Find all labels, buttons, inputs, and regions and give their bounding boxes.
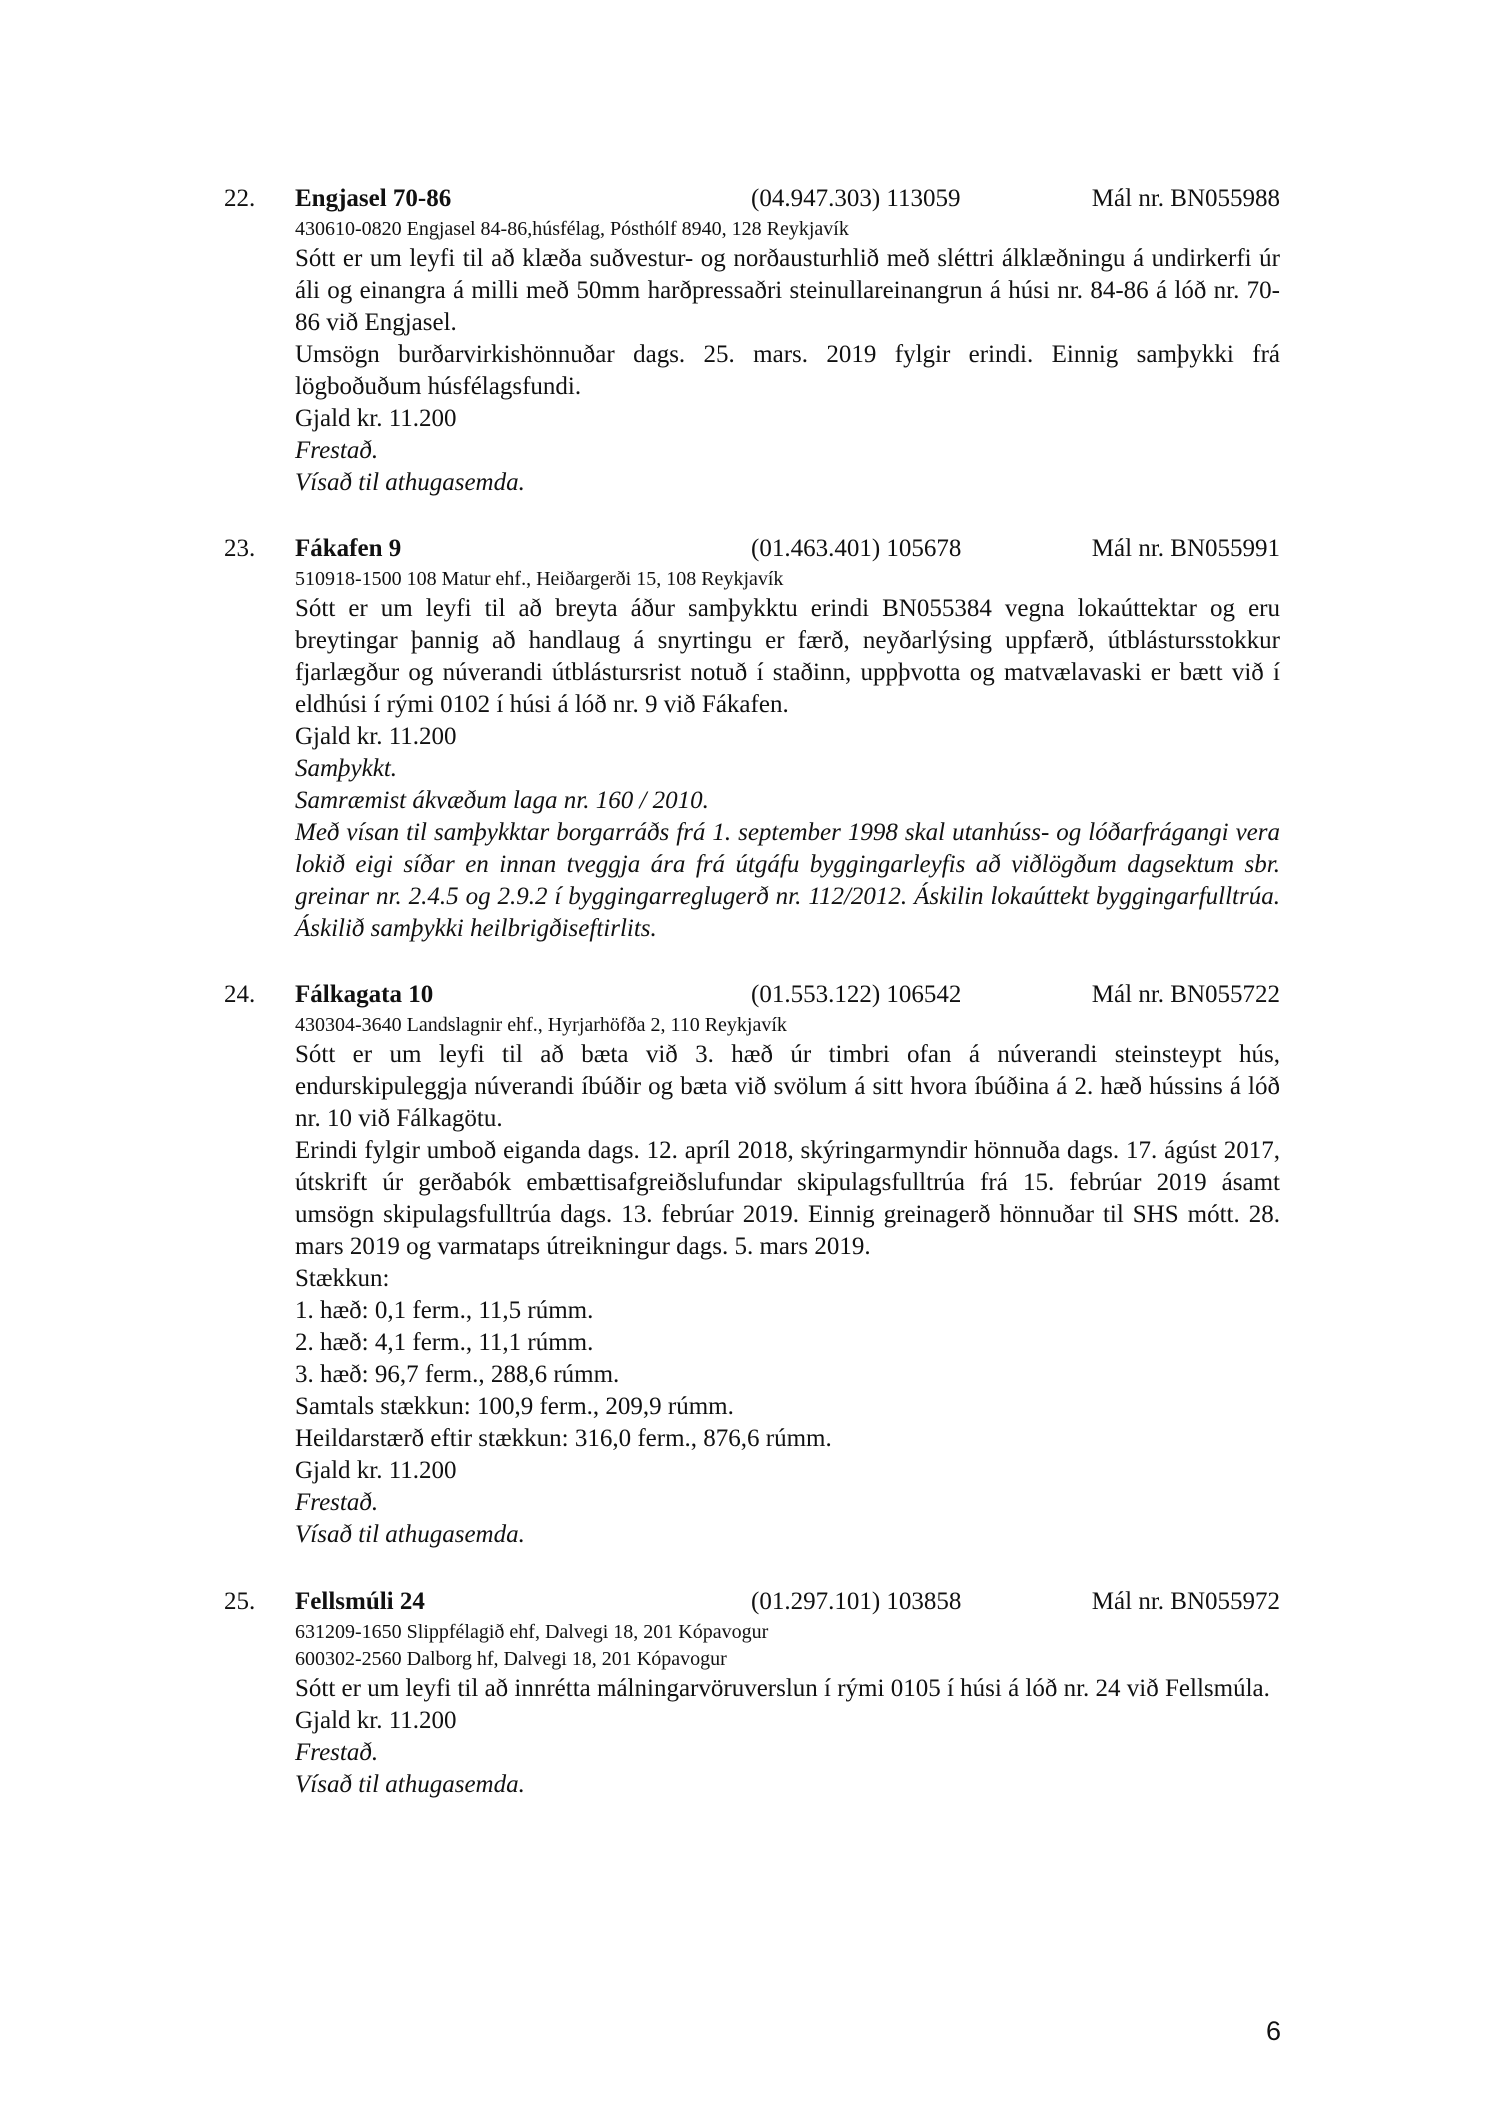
entry-address: Fellsmúli 24: [295, 1588, 425, 1615]
entry-decision: Frestað.: [295, 1739, 379, 1766]
entry-description: Umsögn burðarvirkishönnuðar dags. 25. mars. 2019 fylgir erindi. Einnig samþykki frá lögboðuðum húsfélagsfundi.: [295, 341, 1280, 400]
entry-decision-conditions: Með vísan til samþykktar borgarráðs frá 1. september 1998 skal utanhúss- og lóðarfrágangi vera lokið eigi síðar en innan tveggja ára frá útgáfu byggingarleyfis að viðlögðum dagsektum sbr. greinar nr. 2.4.5 og 2.9.2 í byggingarreglugerð nr. 112/2012. Áskilin lokaúttekt byggingarfulltrúa. Áskilið samþykki heilbrigðiseftirlits.: [295, 819, 1280, 942]
entry-fee: Gjald kr. 11.200: [295, 1707, 457, 1734]
entry-owner: 430304-3640 Landslagnir ehf., Hyrjarhöfða 2, 110 Reykjavík: [295, 1014, 787, 1036]
entry-decision: Frestað.: [295, 437, 379, 464]
entry-decision: Samræmist ákvæðum laga nr. 160 / 2010.: [295, 787, 709, 814]
entry-case-number: Mál nr. BN055972: [1091, 1588, 1280, 1615]
entry-number: 22.: [224, 185, 256, 212]
entry-owner: 510918-1500 108 Matur ehf., Heiðargerði 15, 108 Reykjavík: [295, 568, 784, 590]
entry-decision: Samþykkt.: [295, 755, 398, 782]
entry-case-number: Mál nr. BN055991: [1091, 535, 1280, 562]
entry-header: [224, 978, 1280, 1012]
entry-description: Sótt er um leyfi til að klæða suðvestur- og norðausturhlið með sléttri álklæðningu á undirkerfi úr áli og einangra á milli með 50mm harðpressaðri steinullareinangrun á húsi nr. 84-86 á lóð nr. 70-86 við Engjasel.: [295, 245, 1280, 336]
entry-owner: 631209-1650 Slippfélagið ehf, Dalvegi 18, 201 Kópavogur: [295, 1621, 769, 1643]
entry-header: [224, 532, 1280, 566]
entry-description: Erindi fylgir umboð eiganda dags. 12. apríl 2018, skýringarmyndir hönnuða dags. 17. ágúst 2017, útskrift úr gerðabók embættisafgreiðslufundar skipulagsfulltrúa frá 15. febrúar 2019 ásamt umsögn skipulagsfulltrúa dags. 13. febrúar 2019. Einnig greinagerð hönnuðar til SHS mótt. 28. mars 2019 og varmataps útreikningur dags. 5. mars 2019.: [295, 1137, 1280, 1260]
entry-area-line: 3. hæð: 96,7 ferm., 288,6 rúmm.: [295, 1361, 620, 1388]
entry-description: Sótt er um leyfi til að bæta við 3. hæð úr timbri ofan á núverandi steinsteypt hús, endurskipuleggja núverandi íbúðir og bæta við svölum á sitt hvora íbúðina á 2. hæð hússins á lóð nr. 10 við Fálkagötu.: [295, 1041, 1280, 1132]
entry-reference: (01.463.401) 105678: [751, 535, 962, 562]
entry-reference: (04.947.303) 113059: [751, 185, 961, 212]
page-number: 6: [1265, 2016, 1281, 2046]
entry-area-line: Heildarstærð eftir stækkun: 316,0 ferm., 876,6 rúmm.: [295, 1425, 832, 1452]
entry-number: 24.: [224, 981, 256, 1008]
entry-area-line: Stækkun:: [295, 1265, 390, 1292]
entry-area-line: Samtals stækkun: 100,9 ferm., 209,9 rúmm.: [295, 1393, 734, 1420]
entry-decision: Vísað til athugasemda.: [295, 1521, 525, 1548]
case-entry: [224, 182, 1280, 499]
entry-decision: Vísað til athugasemda.: [295, 469, 525, 496]
entry-fee: Gjald kr. 11.200: [295, 405, 457, 432]
entry-owner: 430610-0820 Engjasel 84-86,húsfélag, Pósthólf 8940, 128 Reykjavík: [295, 218, 849, 240]
entry-reference: (01.297.101) 103858: [751, 1588, 962, 1615]
entry-decision: Vísað til athugasemda.: [295, 1771, 525, 1798]
entry-area-line: 2. hæð: 4,1 ferm., 11,1 rúmm.: [295, 1329, 594, 1356]
entry-owner: 600302-2560 Dalborg hf, Dalvegi 18, 201 Kópavogur: [295, 1648, 727, 1670]
entry-decision: Frestað.: [295, 1489, 379, 1516]
entry-case-number: Mál nr. BN055722: [1091, 981, 1280, 1008]
case-entry: [224, 1585, 1280, 1801]
entry-area-line: 1. hæð: 0,1 ferm., 11,5 rúmm.: [295, 1297, 594, 1324]
entry-fee: Gjald kr. 11.200: [295, 1457, 457, 1484]
entry-header: [224, 1585, 1280, 1619]
entry-number: 23.: [224, 535, 256, 562]
entry-description: Sótt er um leyfi til að innrétta málningarvöruverslun í rými 0105 í húsi á lóð nr. 24 við Fellsmúla.: [295, 1675, 1270, 1702]
entry-address: Fákafen 9: [295, 535, 402, 562]
entry-number: 25.: [224, 1588, 256, 1615]
entry-description: Sótt er um leyfi til að breyta áður samþykktu erindi BN055384 vegna lokaúttektar og eru breytingar þannig að handlaug á snyrtingu er færð, neyðarlýsing uppfærð, útblástursstokkur fjarlægður og núverandi útblástursrist notuð í staðinn, uppþvotta og matvælavaski er bætt við í eldhúsi í rými 0102 í húsi á lóð nr. 9 við Fákafen.: [295, 595, 1280, 718]
entry-reference: (01.553.122) 106542: [751, 981, 962, 1008]
case-entry: [224, 532, 1280, 945]
entry-fee: Gjald kr. 11.200: [295, 723, 457, 750]
entry-address: Fálkagata 10: [295, 981, 434, 1008]
entry-case-number: Mál nr. BN055988: [1091, 185, 1280, 212]
entry-address: Engjasel 70-86: [295, 185, 452, 212]
case-entry: [224, 978, 1280, 1551]
entry-header: [224, 182, 1280, 216]
